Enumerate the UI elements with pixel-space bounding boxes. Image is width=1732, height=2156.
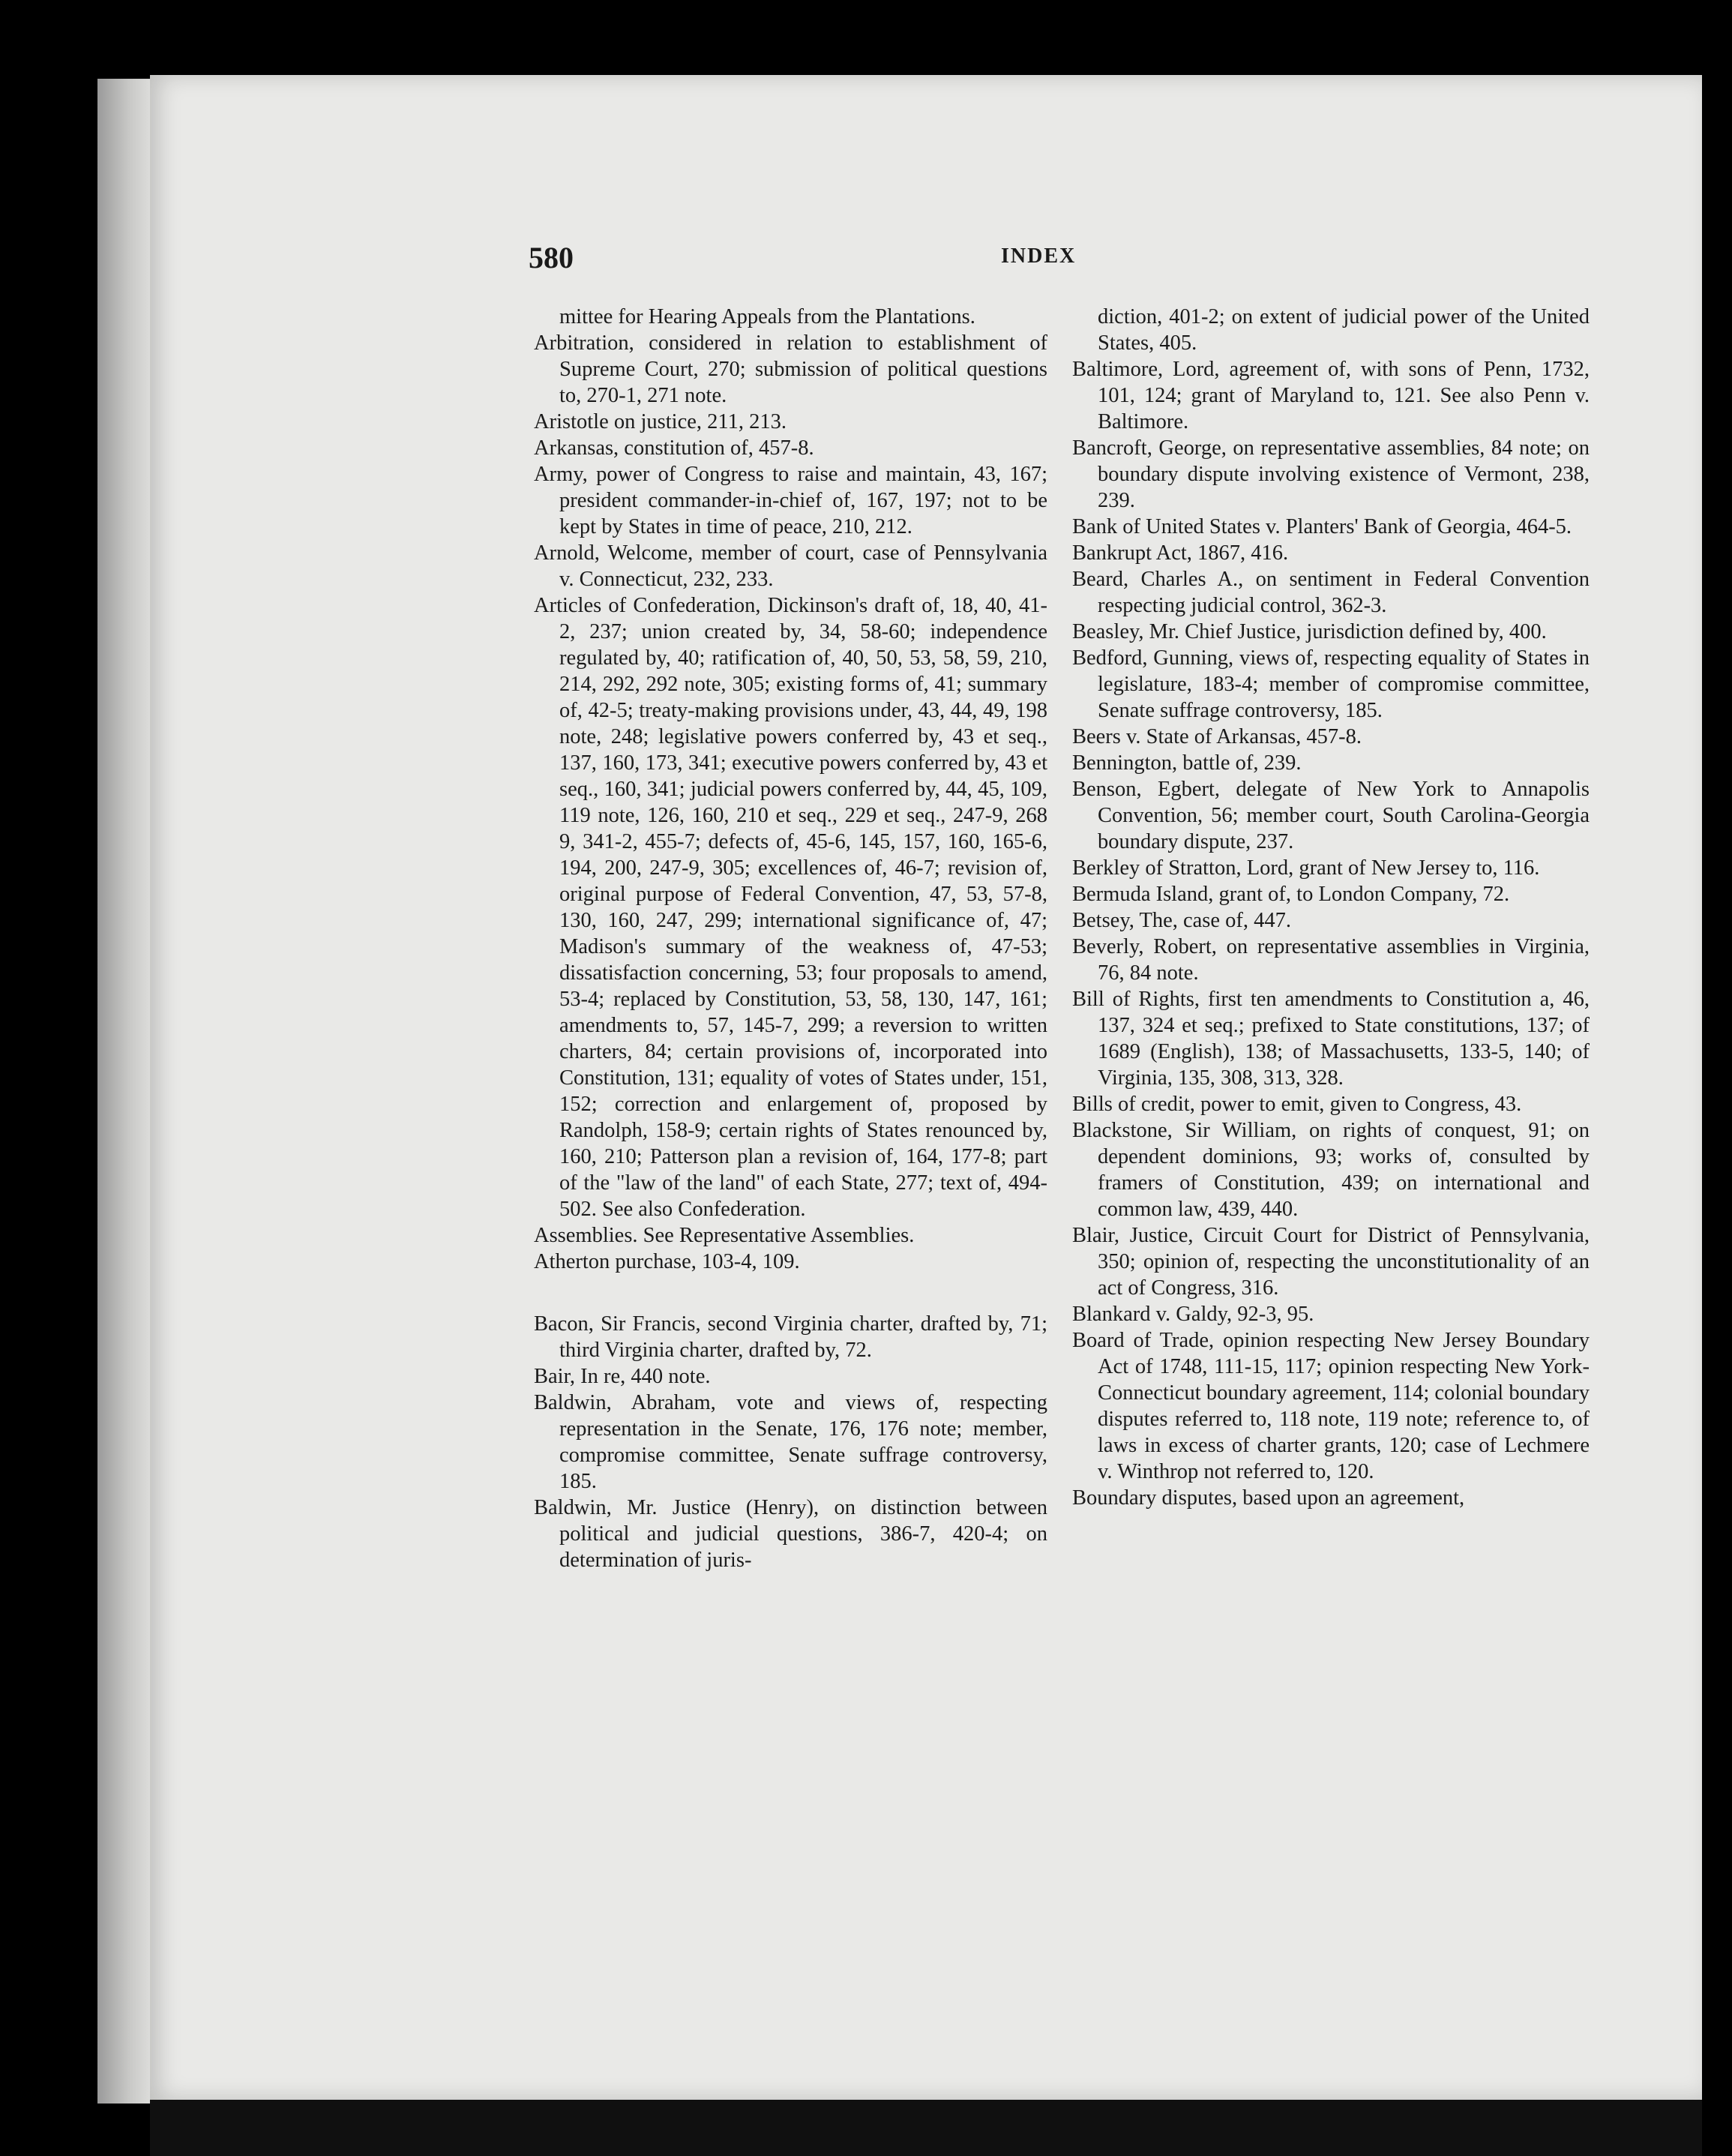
index-entry: Army, power of Congress to raise and maintain, 43, 167; president commander-in-chief of, 167, 197; not to be kept by States in time of peace, 210, 212. [534, 463, 1047, 538]
index-entry: Boundary disputes, based upon an agreement, [1072, 1486, 1465, 1510]
index-letter-gap [534, 1275, 1047, 1311]
index-entry: Bill of Rights, first ten amendments to Constitution a, 46, 137, 324 et seq.; prefixed to State constitutions, 137; of 1689 (English), 138; of Massachusetts, 133-5, 140; of Virginia, 135, 308, 313, 328. [1072, 988, 1590, 1090]
index-entry: Bair, In re, 440 note. [534, 1365, 711, 1388]
index-entry: Aristotle on justice, 211, 213. [534, 410, 787, 433]
index-entry: diction, 401-2; on extent of judicial power of the United States, 405. [1098, 305, 1590, 355]
index-entry: Bills of credit, power to emit, given to Congress, 43. [1072, 1093, 1522, 1116]
index-entry: Bacon, Sir Francis, second Virginia charter, drafted by, 71; third Virginia charter, drafted by, 72. [534, 1312, 1047, 1362]
index-entry: Arkansas, constitution of, 457-8. [534, 436, 814, 460]
index-entry: Baldwin, Abraham, vote and views of, respecting representation in the Senate, 176, 176 note; member, compromise committee, Senate suffrage controversy, 185. [534, 1391, 1047, 1493]
index-entry: Board of Trade, opinion respecting New Jersey Boundary Act of 1748, 111-15, 117; opinion respecting New York-Connecticut boundary agreement, 114; colonial boundary disputes referred to, 118 note, 119 note; reference to, of laws in excess of charter grants, 120; case of Lechmere v. Winthrop not referred to, 120. [1072, 1329, 1590, 1483]
index-entry: Bermuda Island, grant of, to London Company, 72. [1072, 883, 1510, 906]
index-entry: Blair, Justice, Circuit Court for District of Pennsylvania, 350; opinion of, respecting the unconstitutionality of an act of Congress, 316. [1072, 1224, 1590, 1300]
index-entry: Arnold, Welcome, member of court, case of Pennsylvania v. Connecticut, 232, 233. [534, 541, 1047, 591]
index-entry: mittee for Hearing Appeals from the Plantations. [559, 305, 975, 328]
page-number: 580 [529, 241, 574, 274]
page-header [529, 240, 1578, 285]
index-entry: Bedford, Gunning, views of, respecting equality of States in legislature, 183-4; member of compromise committee, Senate suffrage controversy, 185. [1072, 646, 1590, 722]
index-entry: Benson, Egbert, delegate of New York to Annapolis Convention, 56; member court, South Carolina-Georgia boundary dispute, 237. [1072, 778, 1590, 853]
index-entry: Arbitration, considered in relation to establishment of Supreme Court, 270; submission of political questions to, 270-1, 271 note. [534, 331, 1047, 407]
index-entry: Bankrupt Act, 1867, 416. [1072, 541, 1289, 565]
index-column-left [534, 304, 1047, 1573]
index-entry: Assemblies. See Representative Assemblies. [534, 1224, 915, 1247]
index-entry: Beard, Charles A., on sentiment in Federal Convention respecting judicial control, 362-3. [1072, 568, 1590, 617]
index-entry: Beasley, Mr. Chief Justice, jurisdiction defined by, 400. [1072, 620, 1547, 643]
index-entry: Atherton purchase, 103-4, 109. [534, 1250, 800, 1273]
index-entry: Betsey, The, case of, 447. [1072, 909, 1292, 932]
index-entry: Bancroft, George, on representative assemblies, 84 note; on boundary dispute involving existence of Vermont, 238, 239. [1072, 436, 1590, 512]
index-entry: Berkley of Stratton, Lord, grant of New Jersey to, 116. [1072, 856, 1540, 880]
index-entry: Bennington, battle of, 239. [1072, 751, 1302, 775]
index-entry: Articles of Confederation, Dickinson's draft of, 18, 40, 41-2, 237; union created by, 34, 58-60; independence regulated by, 40; ratification of, 40, 50, 53, 58, 59, 210, 214, 292, 292 note, 305; existing forms of, 41; summary of, 42-5; treaty-making provisions under, 43, 44, 49, 198 note, 248; legislative powers conferred by, 43 et seq., 137, 160, 173, 341; executive powers conferred by, 43 et seq., 160, 341; judicial powers conferred by, 44, 45, 109, 119 note, 126, 160, 210 et seq., 229 et seq., 247-9, 268 9, 341-2, 455-7; defects of, 45-6, 145, 157, 160, 165-6, 194, 200, 247-9, 305; excellences of, 46-7; revision of, original purpose of Federal Convention, 47, 53, 57-8, 130, 160, 247, 299; international significance of, 47; Madison's summary of the weakness of, 47-53; dissatisfaction concerning, 53; four proposals to amend, 53-4; replaced by Constitution, 53, 58, 130, 147, 161; amendments to, 57, 145-7, 299; a reversion to written charters, 84; certain provisions of, incorporated into Constitution, 131; equality of votes of States under, 151, 152; correction and enlargement of, proposed by Randolph, 158-9; certain rights of States renounced by, 160, 210; Patterson plan a revision of, 164, 177-8; part of the "law of the land" of each State, 277; text of, 494-502. See also Confederation. [534, 594, 1047, 1221]
index-column-right [1072, 304, 1590, 1511]
index-entry: Blackstone, Sir William, on rights of conquest, 91; on dependent dominions, 93; works of, consulted by framers of Constitution, 439; on international and common law, 439, 440. [1072, 1119, 1590, 1221]
scan-border [150, 2100, 1702, 2156]
running-head: INDEX [1001, 244, 1077, 268]
index-entry: Blankard v. Galdy, 92-3, 95. [1072, 1303, 1314, 1326]
index-entry: Baldwin, Mr. Justice (Henry), on distinction between political and judicial questions, 386-7, 420-4; on determination of juris- [534, 1496, 1047, 1572]
index-entry: Bank of United States v. Planters' Bank of Georgia, 464-5. [1072, 515, 1572, 538]
index-entry: Beverly, Robert, on representative assemblies in Virginia, 76, 84 note. [1072, 935, 1590, 985]
index-entry: Beers v. State of Arkansas, 457-8. [1072, 725, 1362, 748]
index-entry: Baltimore, Lord, agreement of, with sons of Penn, 1732, 101, 124; grant of Maryland to, 121. See also Penn v. Baltimore. [1072, 358, 1590, 433]
